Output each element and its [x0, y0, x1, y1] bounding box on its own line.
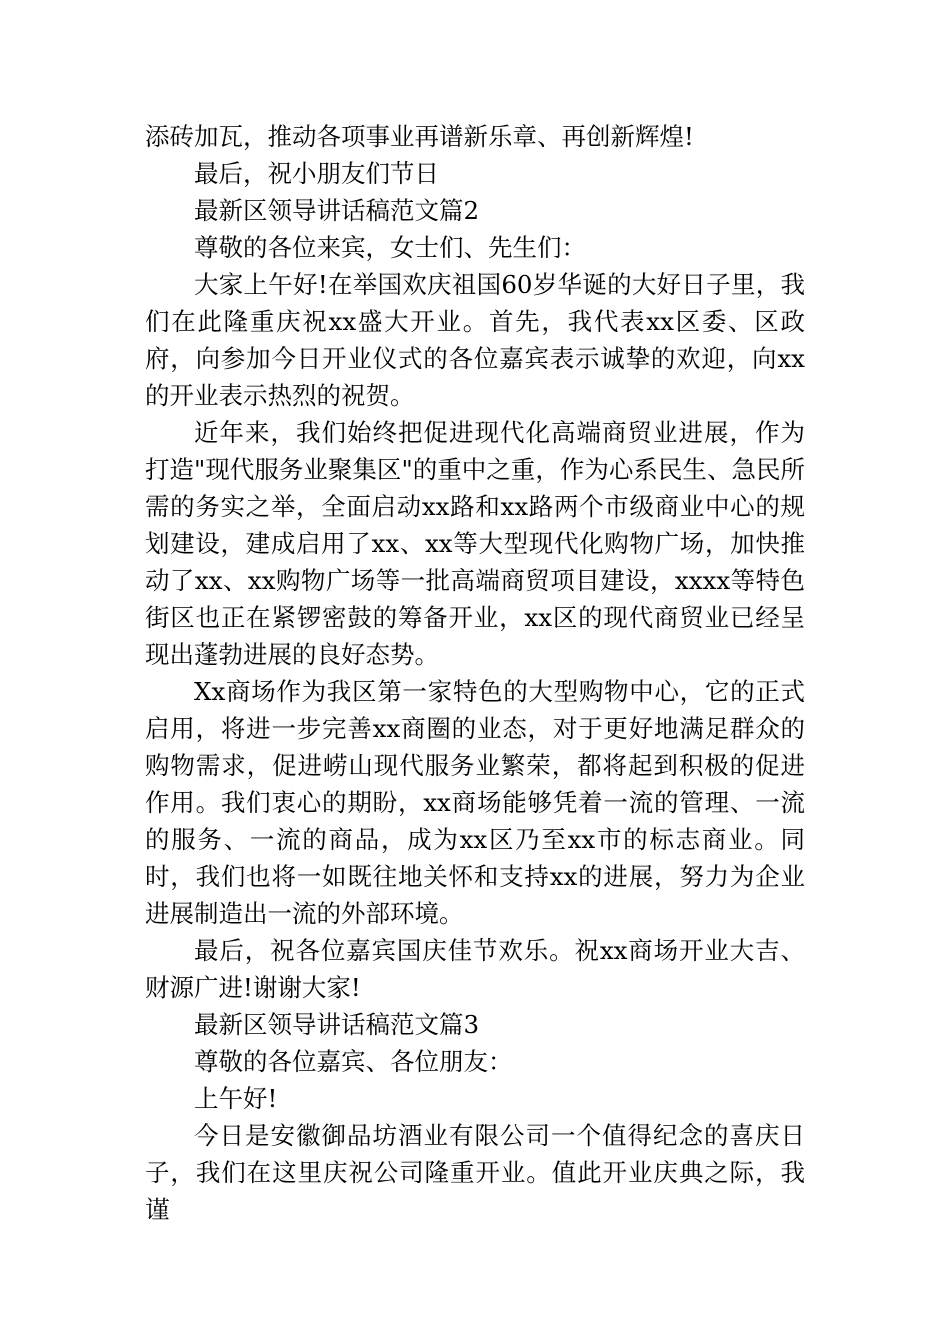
paragraph-continuation: 添砖加瓦，推动各项事业再谱新乐章、再创新辉煌! — [145, 122, 694, 151]
document-body — [145, 118, 805, 1228]
paragraph-closing-wish: 最后，祝小朋友们节日 — [194, 159, 439, 188]
paragraph-greeting-3: 上午好! — [194, 1084, 278, 1113]
paragraph-development: 近年来，我们始终把促进现代化高端商贸业进展，作为打造"现代服务业聚集区"的重中之重，作为心系民生、急民所需的务实之举，全面启动xx路和xx路两个市级商业中心的规划建设，建成启用了xx、xx等大型现代化购物广场，加快推动了xx、xx购物广场等一批高端商贸项目建设，xxxx等特色街区也正在紧锣密鼓的筹备开业，xx区的现代商贸业已经呈现出蓬勃进展的良好态势。 — [145, 418, 805, 669]
section-heading-3: 最新区领导讲话稿范文篇3 — [194, 1010, 480, 1039]
section-heading-2: 最新区领导讲话稿范文篇2 — [194, 196, 480, 225]
paragraph-closing-2: 最后，祝各位嘉宾国庆佳节欢乐。祝xx商场开业大吉、财源广进!谢谢大家! — [145, 936, 805, 1002]
paragraph-salutation-3: 尊敬的各位嘉宾、各位朋友： — [194, 1047, 513, 1076]
paragraph-salutation-2: 尊敬的各位来宾，女士们、先生们： — [194, 233, 586, 262]
paragraph-opening-3: 今日是安徽御品坊酒业有限公司一个值得纪念的喜庆日子，我们在这里庆祝公司隆重开业。值此开业庆典之际，我谨 — [145, 1121, 805, 1224]
paragraph-mall-intro: Xx商场作为我区第一家特色的大型购物中心，它的正式启用，将进一步完善xx商圈的业态，对于更好地满足群众的购物需求，促进崂山现代服务业繁荣，都将起到积极的促进作用。我们衷心的期盼，xx商场能够凭着一流的管理、一流的服务、一流的商品，成为xx区乃至xx市的标志商业。同时，我们也将一如既往地关怀和支持xx的进展，努力为企业进展制造出一流的外部环境。 — [145, 677, 805, 928]
paragraph-opening-2: 大家上午好!在举国欢庆祖国60岁华诞的大好日子里，我们在此隆重庆祝xx盛大开业。首先，我代表xx区委、区政府，向参加今日开业仪式的各位嘉宾表示诚挚的欢迎，向xx的开业表示热烈的祝贺。 — [145, 270, 805, 410]
